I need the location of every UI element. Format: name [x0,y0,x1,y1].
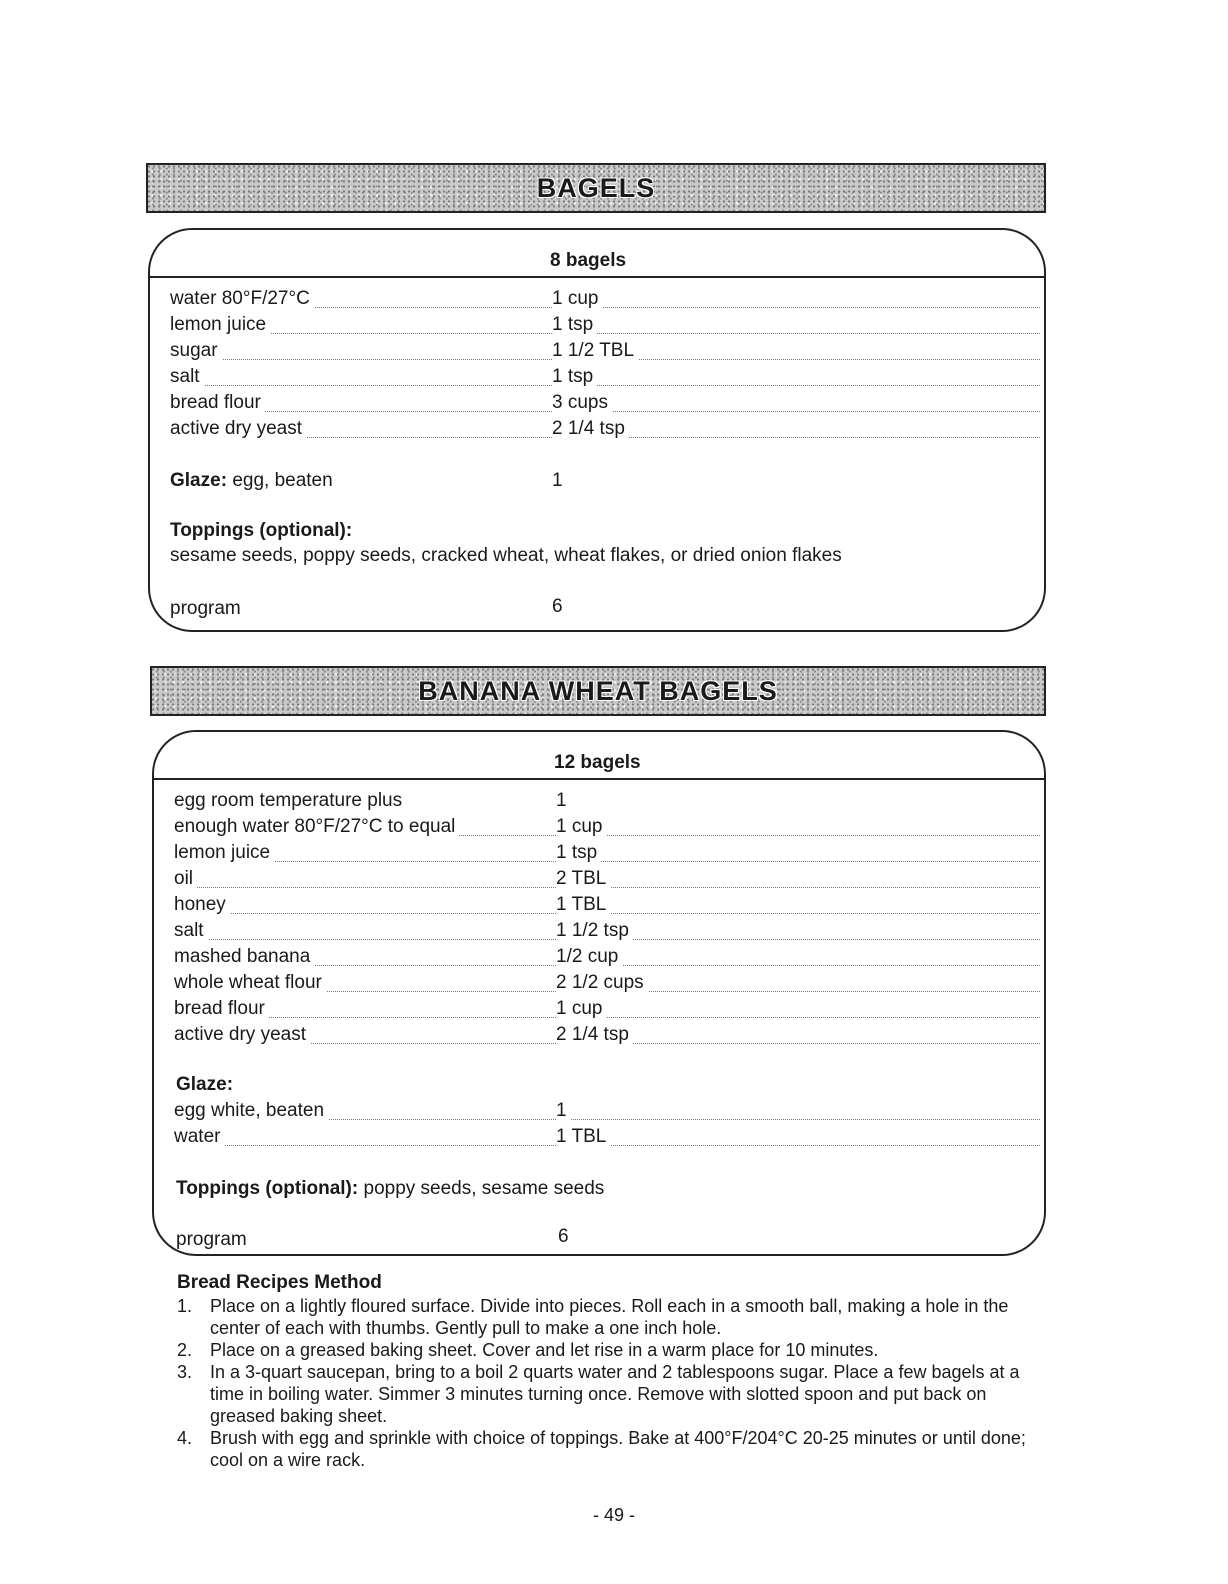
glaze-row [174,1126,1040,1150]
ingredient-row [170,314,1040,338]
glaze-line [170,470,333,492]
program-label: program [176,1229,247,1250]
step-number: 3. [177,1362,193,1382]
step-number: 4. [177,1428,193,1448]
ingredient-name: mashed banana [174,946,314,968]
ingredient-row [174,894,1040,918]
step-text: In a 3-quart saucepan, bring to a boil 2 quarts water and 2 tablespoons sugar. Place a few bagels at a time in boiling water. Simmer 3 minutes turning once. Remove with slotted spoon and put back on greased baking sheet. [210,1362,1020,1426]
ingredient-name: bread flour [170,392,265,414]
ingredient-amount: 2 TBL [556,868,610,890]
ingredient-amount: 1 tsp [552,366,597,388]
glaze-label: Glaze: [170,470,228,491]
ingredient-name: lemon juice [174,842,274,864]
ingredient-row [174,790,1040,814]
ingredient-name: honey [174,894,230,916]
ingredient-row [174,868,1040,892]
ingredient-amount: 1 1/2 TBL [552,340,638,362]
ingredient-name: salt [170,366,204,388]
ingredient-row [170,366,1040,390]
ingredient-amount: 1 1/2 tsp [556,920,633,942]
ingredient-name: water 80°F/27°C [170,288,314,310]
ingredient-amount: 1 TBL [556,894,610,916]
ingredient-row [174,1024,1040,1048]
program-label: program [170,598,241,619]
glaze-text: egg, beaten [232,470,333,491]
ingredient-name: sugar [170,340,222,362]
ingredient-name: active dry yeast [174,1024,310,1046]
ingredient-amount: 3 cups [552,392,612,414]
ingredient-amount: 1 cup [556,998,606,1020]
ingredient-amount: 2 1/4 tsp [552,418,629,440]
ingredient-amount: 1 cup [556,816,606,838]
method-step [177,1295,1037,1339]
divider [150,276,1044,278]
glaze-row [174,1100,1040,1124]
ingredient-amount: 1 tsp [556,842,601,864]
glaze-item-amount: 1 [556,1100,571,1122]
ingredient-name: active dry yeast [170,418,306,440]
toppings-label: Toppings (optional): [176,1178,359,1199]
ingredient-amount: 1 cup [552,288,602,310]
recipe-card-bagels [148,228,1046,632]
divider [154,778,1044,780]
ingredient-name: bread flour [174,998,269,1020]
yield-label: 8 bagels [550,250,627,271]
ingredient-row [174,816,1040,840]
ingredient-amount: 2 1/4 tsp [556,1024,633,1046]
ingredient-row [170,288,1040,312]
ingredient-name: whole wheat flour [174,972,326,994]
toppings-text: sesame seeds, poppy seeds, cracked wheat, wheat flakes, or dried onion flakes [170,545,842,566]
ingredient-row [174,920,1040,944]
glaze-item-amount: 1 TBL [556,1126,610,1148]
step-text: Place on a greased baking sheet. Cover and let rise in a warm place for 10 minutes. [210,1340,879,1360]
recipe-banner-banana-wheat-bagels [150,666,1046,716]
method-title: Bread Recipes Method [177,1272,382,1293]
toppings-label: Toppings (optional): [170,520,353,541]
yield-label: 12 bagels [554,752,641,773]
method-section [177,1272,1037,1471]
page-number: - 49 - [592,1505,635,1525]
glaze-amount: 1 [552,470,563,491]
program-value: 6 [552,596,563,617]
ingredient-amount: 1/2 cup [556,946,622,968]
step-text: Brush with egg and sprinkle with choice of toppings. Bake at 400°F/204°C 20-25 minutes or until done; cool on a wire rack. [210,1428,1026,1470]
ingredient-amount: 2 1/2 cups [556,972,648,994]
ingredient-row [174,972,1040,996]
ingredient-row [174,842,1040,866]
program-value: 6 [558,1226,569,1247]
ingredient-amount: 1 tsp [552,314,597,336]
method-step [177,1427,1037,1471]
ingredient-name: lemon juice [170,314,270,336]
ingredient-row [174,998,1040,1022]
recipe-title: BAGELS [536,173,656,203]
ingredient-row [170,418,1040,442]
step-number: 1. [177,1296,193,1316]
step-text: Place on a lightly floured surface. Divide into pieces. Roll each in a smooth ball, making a hole in the center of each with thumbs. Gently pull to make a one inch hole. [210,1296,1009,1338]
ingredient-row [170,392,1040,416]
ingredient-row [174,946,1040,970]
step-number: 2. [177,1340,193,1360]
glaze-item-name: water [174,1126,224,1148]
method-step [177,1361,1037,1427]
recipe-card-banana-wheat-bagels [152,730,1046,1256]
ingredient-name: egg room temperature plus [174,790,406,812]
recipe-banner-bagels [146,163,1046,213]
ingredient-name: oil [174,868,197,890]
method-step [177,1339,1037,1361]
glaze-label: Glaze: [176,1074,234,1095]
toppings-text: poppy seeds, sesame seeds [363,1178,605,1199]
ingredient-amount: 1 [556,790,571,812]
ingredient-row [170,340,1040,364]
toppings-line [176,1178,604,1200]
recipe-title: BANANA WHEAT BAGELS [418,676,778,706]
ingredient-name: enough water 80°F/27°C to equal [174,816,459,838]
ingredient-name: salt [174,920,208,942]
glaze-item-name: egg white, beaten [174,1100,328,1122]
